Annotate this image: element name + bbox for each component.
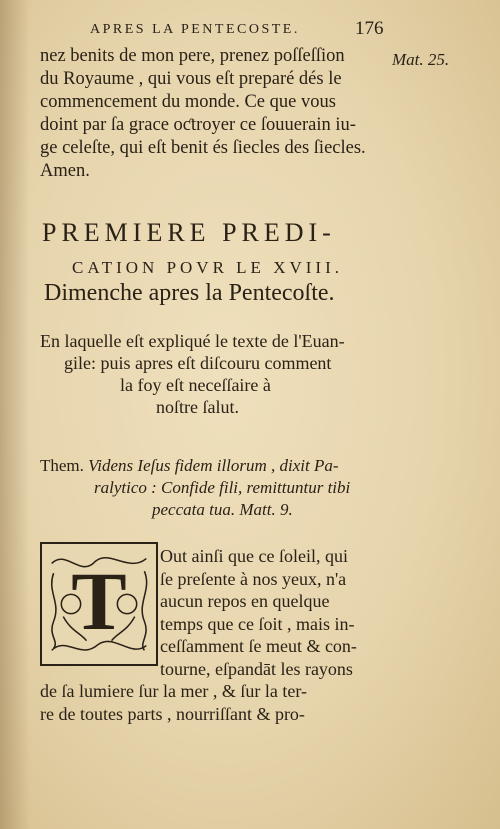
intro-paragraph <box>40 45 366 183</box>
text-line: Amen. <box>40 161 90 181</box>
summary-line: la foy eſt neceſſaire à <box>120 375 271 395</box>
body-text-beside-initial <box>160 545 357 680</box>
text-line: doint par ſa grace oƈtroyer ce ſouuerain iu- <box>40 115 356 135</box>
text-line: du Royaume , qui vous eſt preparé dés le <box>40 69 342 89</box>
theme-latin-line: peccata tua. Matt. 9. <box>152 500 293 519</box>
text-line: tourne, eſpandāt les rayons <box>160 658 353 679</box>
sermon-title-line-2: CATION POVR LE XVIII. <box>72 258 343 277</box>
theme-latin-line: Videns Ieſus fidem illorum , dixit Pa- <box>88 456 339 475</box>
body-text <box>40 680 307 725</box>
gutter-shadow <box>0 0 30 829</box>
sermon-title-line-3: Dimenche apres la Pentecoſte. <box>44 280 335 306</box>
page-number: 176 <box>355 18 384 39</box>
text-line: ge celeſte, qui eſt benit és ſiecles des ſiecles. <box>40 138 366 158</box>
running-head: APRES LA PENTECOSTE. <box>90 22 300 37</box>
theme-label: Them. <box>40 456 84 475</box>
text-line: ſe preſente à nos yeux, n'a <box>160 568 347 589</box>
text-line: de ſa lumiere ſur la mer , & ſur la ter- <box>40 681 308 701</box>
text-line: re de toutes parts , nourriſſant & pro- <box>40 703 305 724</box>
text-line: aucun repos en quelque <box>160 591 330 611</box>
sermon-summary <box>40 330 345 418</box>
summary-line: En laquelle eſt expliqué le texte de l'Euan- <box>40 331 345 351</box>
dropcap-letter: T <box>71 555 127 648</box>
text-line: nez benits de mon pere, prenez poſſeſſion <box>40 46 345 66</box>
sermon-title-line-1: PREMIERE PREDI- <box>42 218 336 247</box>
text-line: ceſſamment ſe meut & con- <box>160 636 357 656</box>
margin-note: Mat. 25. <box>392 50 450 69</box>
text-line: temps que ce ſoit , mais in- <box>160 613 355 634</box>
summary-line: gile: puis apres eſt diſcouru comment <box>64 353 332 373</box>
theme-verse <box>40 455 350 521</box>
summary-line: noſtre ſalut. <box>156 397 239 417</box>
decorated-initial <box>40 542 158 666</box>
ornament-initial-icon <box>42 544 156 664</box>
text-line: Out ainſi que ce ſoleil, qui <box>160 546 348 566</box>
text-line: commencement du monde. Ce que vous <box>40 92 336 112</box>
theme-latin-line: ralytico : Confide fili, remittuntur tibi <box>94 478 351 497</box>
